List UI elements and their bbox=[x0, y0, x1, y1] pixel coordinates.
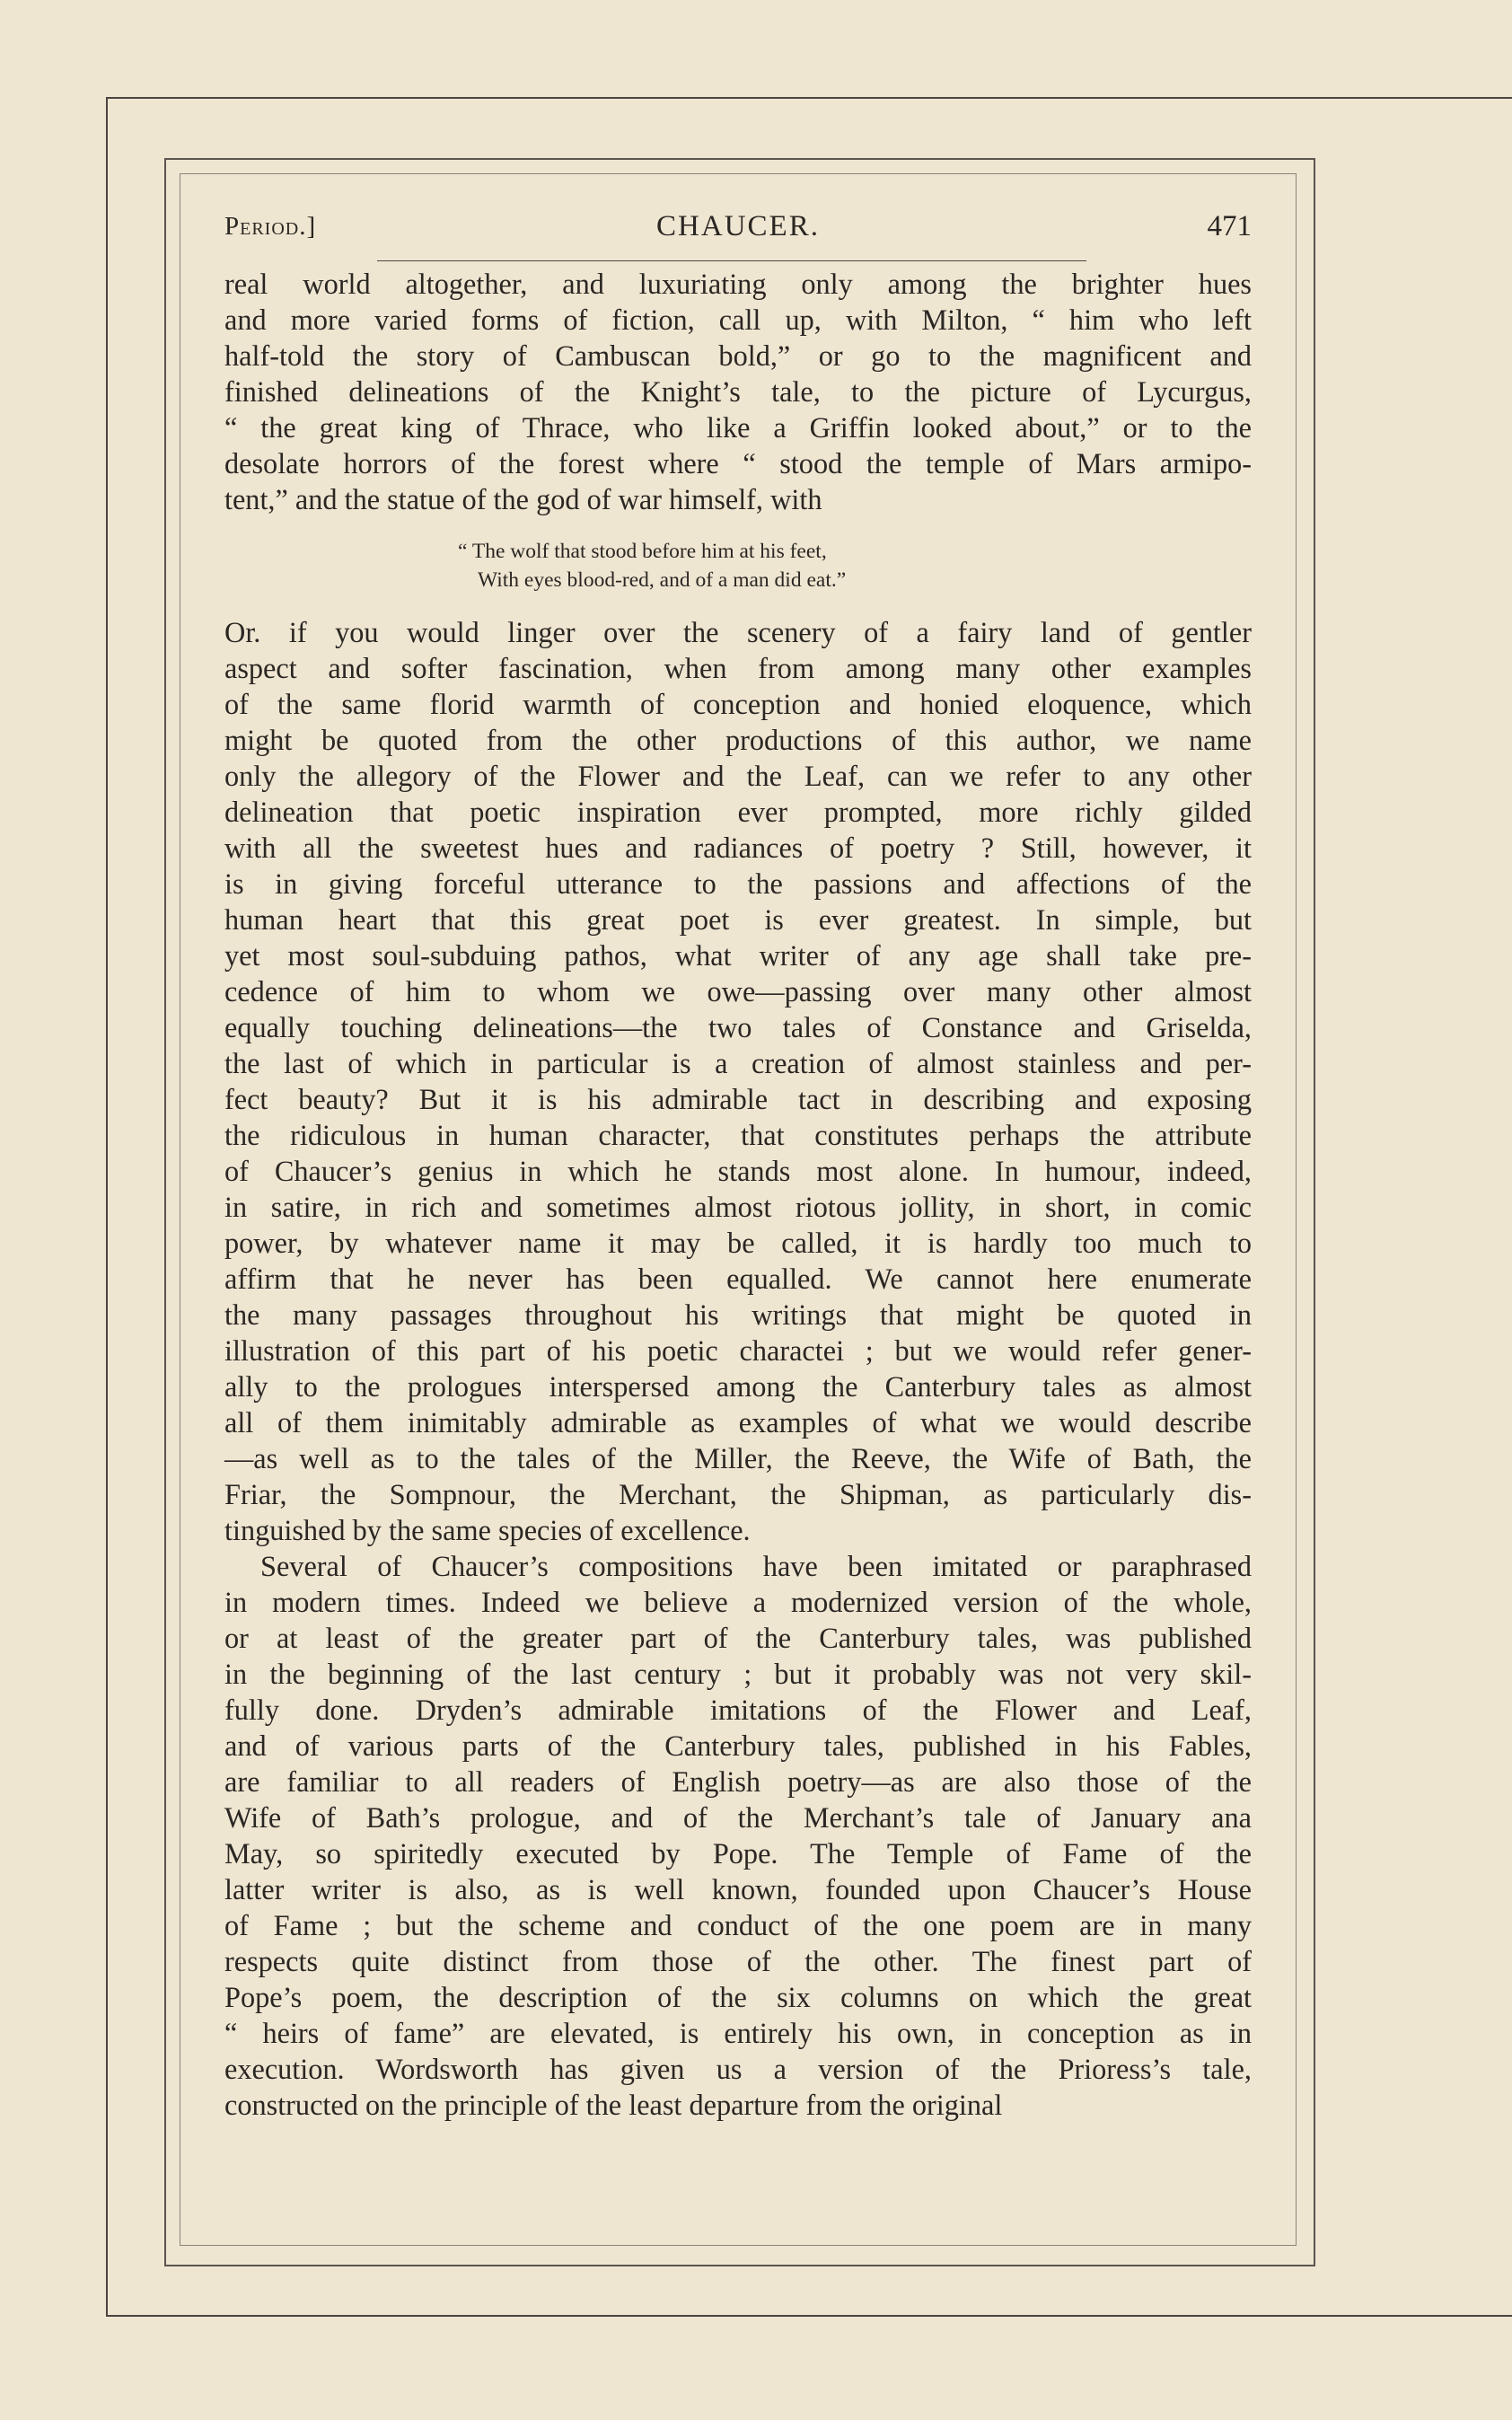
text-line: of Chaucer’s genius in which he stands most alone. In humour, indeed, bbox=[224, 1155, 1252, 1187]
text-line: in satire, in rich and sometimes almost riotous jollity, in short, in comic bbox=[224, 1191, 1252, 1223]
text-line: are familiar to all readers of English poetry—as are also those of the bbox=[224, 1765, 1252, 1798]
text-line: of Fame ; but the scheme and conduct of the one poem are in many bbox=[224, 1909, 1252, 1941]
text-line: yet most soul-subduing pathos, what writer of any age shall take pre- bbox=[224, 939, 1252, 972]
text-line: the last of which in particular is a creation of almost stainless and per- bbox=[224, 1047, 1252, 1079]
text-line: finished delineations of the Knight’s tale, to the picture of Lycurgus, bbox=[224, 375, 1252, 408]
paragraph-imitations bbox=[224, 1548, 1252, 2123]
text-line: Wife of Bath’s prologue, and of the Merchant’s tale of January ana bbox=[224, 1801, 1252, 1834]
text-line: ally to the prologues interspersed among the Canterbury tales as almost bbox=[224, 1370, 1252, 1403]
outer-rule-left bbox=[106, 97, 108, 2315]
text-line: might be quoted from the other productions of this author, we name bbox=[224, 724, 1252, 756]
text-line: half-told the story of Cambuscan bold,” or go to the magnificent and bbox=[224, 339, 1252, 372]
text-line: the many passages throughout his writings that might be quoted in bbox=[224, 1298, 1252, 1331]
text-line: Or. if you would linger over the scenery of a fairy land of gentler bbox=[224, 616, 1252, 648]
text-line: “ heirs of fame” are elevated, is entirely his own, in conception as in bbox=[224, 2017, 1252, 2049]
text-line: affirm that he never has been equalled. We cannot here enumerate bbox=[224, 1263, 1252, 1295]
text-line: fect beauty? But it is his admirable tact in describing and exposing bbox=[224, 1083, 1252, 1115]
text-line: in the beginning of the last century ; but it probably was not very skil- bbox=[224, 1658, 1252, 1690]
page-number: 471 bbox=[1207, 210, 1252, 242]
text-line: only the allegory of the Flower and the Leaf, can we refer to any other bbox=[224, 760, 1252, 792]
text-line: respects quite distinct from those of the other. The finest part of bbox=[224, 1945, 1252, 1977]
text-line: is in giving forceful utterance to the passions and affections of the bbox=[224, 867, 1252, 900]
text-line: of the same florid warmth of conception and honied eloquence, which bbox=[224, 688, 1252, 720]
text-line: and more varied forms of fiction, call up, with Milton, “ him who left bbox=[224, 304, 1252, 336]
header-rule bbox=[377, 260, 1086, 261]
verse-line: “ The wolf that stood before him at his feet, bbox=[458, 540, 827, 563]
text-line: human heart that this great poet is ever greatest. In simple, but bbox=[224, 903, 1252, 936]
text-line: the ridiculous in human character, that constitutes perhaps the attribute bbox=[224, 1119, 1252, 1151]
page-content bbox=[224, 199, 1252, 2123]
text-line: delineation that poetic inspiration ever prompted, more richly gilded bbox=[224, 796, 1252, 828]
text-line: power, by whatever name it may be called, it is hardly too much to bbox=[224, 1227, 1252, 1259]
text-line: “ the great king of Thrace, who like a Griffin looked about,” or to the bbox=[224, 411, 1252, 444]
text-line: Pope’s poem, the description of the six columns on which the great bbox=[224, 1981, 1252, 2013]
text-line: cedence of him to whom we owe—passing over many other almost bbox=[224, 975, 1252, 1008]
outer-rule-top bbox=[106, 97, 1512, 99]
text-line: constructed on the principle of the least departure from the original bbox=[224, 2089, 1003, 2121]
text-line: —as well as to the tales of the Miller, the Reeve, the Wife of Bath, the bbox=[224, 1442, 1252, 1474]
running-head bbox=[224, 199, 1252, 251]
text-line: illustration of this part of his poetic charactei ; but we would refer gener- bbox=[224, 1334, 1252, 1367]
paragraph-continued bbox=[224, 266, 1252, 517]
text-line: and of various parts of the Canterbury tales, published in his Fables, bbox=[224, 1729, 1252, 1762]
text-line: in modern times. Indeed we believe a modernized version of the whole, bbox=[224, 1586, 1252, 1618]
text-line: execution. Wordsworth has given us a version of the Prioress’s tale, bbox=[224, 2053, 1252, 2085]
outer-rule-bottom bbox=[106, 2315, 1512, 2317]
text-line: desolate horrors of the forest where “ stood the temple of Mars armipo- bbox=[224, 447, 1252, 480]
running-head-title: CHAUCER. bbox=[656, 210, 820, 242]
text-line: equally touching delineations—the two tales of Constance and Griselda, bbox=[224, 1011, 1252, 1043]
paragraph-humour bbox=[224, 614, 1252, 1548]
text-line: real world altogether, and luxuriating only among the brighter hues bbox=[224, 268, 1252, 300]
text-line: May, so spiritedly executed by Pope. The Temple of Fame of the bbox=[224, 1837, 1252, 1870]
text-line: Several of Chaucer’s compositions have been imitated or paraphrased bbox=[260, 1550, 1252, 1582]
text-line: latter writer is also, as is well known, founded upon Chaucer’s House bbox=[224, 1873, 1252, 1905]
text-line: tent,” and the statue of the god of war himself, with bbox=[224, 483, 822, 515]
text-line: aspect and softer fascination, when from among many other examples bbox=[224, 652, 1252, 684]
text-line: tinguished by the same species of excellence. bbox=[224, 1514, 751, 1546]
text-line: with all the sweetest hues and radiances of poetry ? Still, however, it bbox=[224, 832, 1252, 864]
text-line: or at least of the greater part of the Canterbury tales, was published bbox=[224, 1622, 1252, 1654]
text-line: all of them inimitably admirable as examples of what we would describe bbox=[224, 1406, 1252, 1439]
running-head-left: Period.] bbox=[224, 212, 317, 241]
verse-line: With eyes blood-red, and of a man did eat.” bbox=[478, 568, 847, 592]
text-line: Friar, the Sompnour, the Merchant, the Shipman, as particularly dis- bbox=[224, 1478, 1252, 1510]
text-line: fully done. Dryden’s admirable imitations of the Flower and Leaf, bbox=[224, 1694, 1252, 1726]
verse-quotation bbox=[458, 537, 1252, 594]
